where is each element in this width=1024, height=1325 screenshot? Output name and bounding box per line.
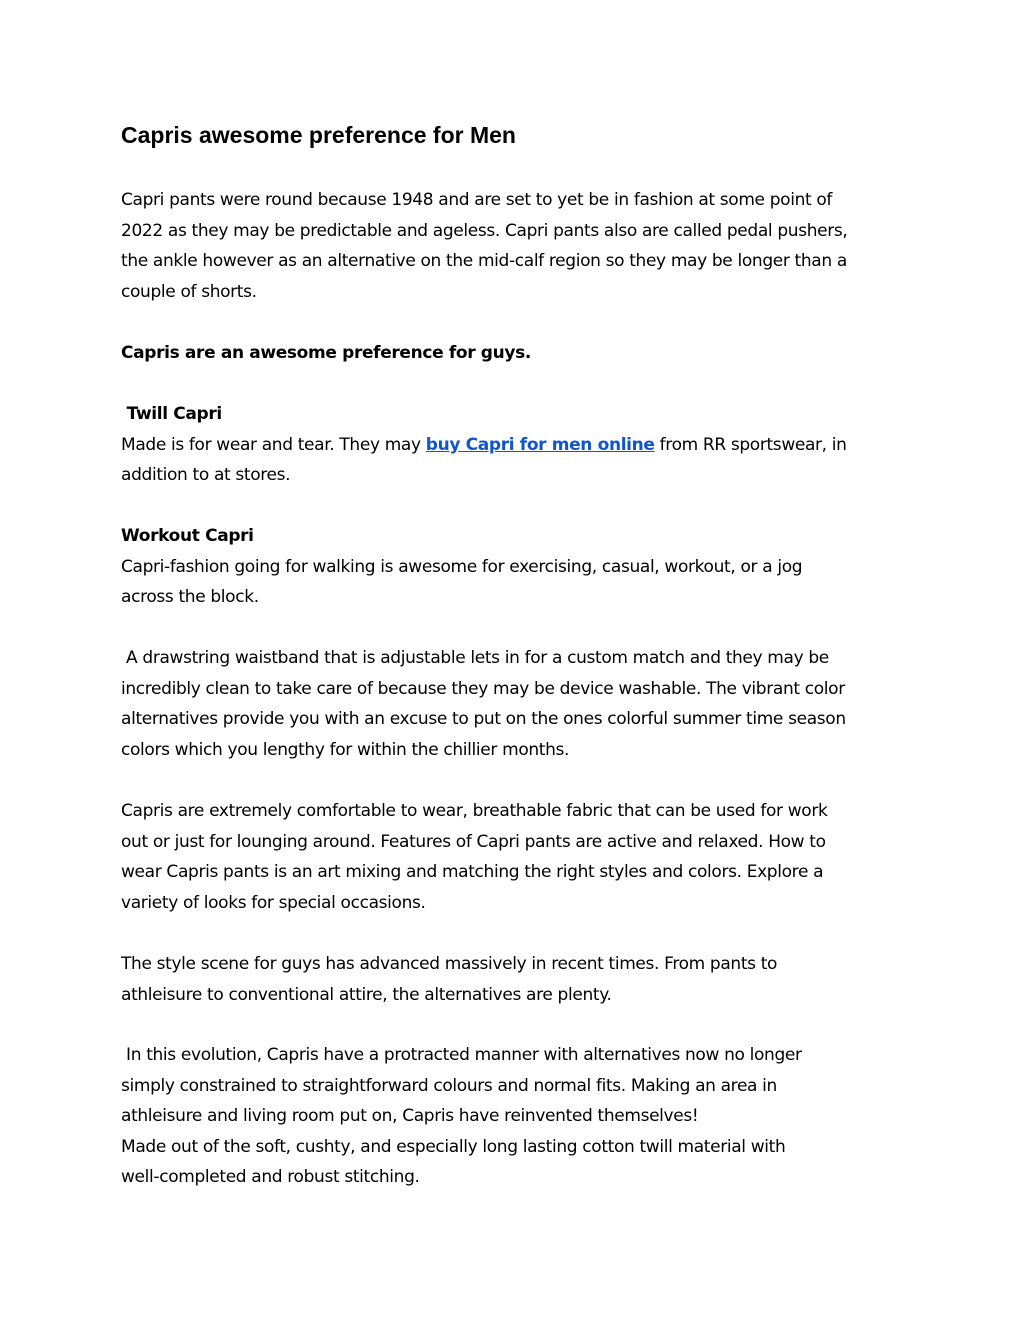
evolution-line: well-completed and robust stitching. [121,1167,420,1188]
twill-section [121,399,911,491]
twill-line [121,430,911,461]
drawstring-line: A drawstring waistband that is adjustable lets in for a custom match and they may be [121,648,829,668]
evolution-line: athleisure and living room put on, Capris have reinvented themselves! [121,1106,699,1127]
evolution-line: simply constrained to straightforward colours and normal fits. Making an area in [121,1075,777,1096]
twill-line: addition to at stores. [121,465,291,486]
drawstring-line: alternatives provide you with an excuse to put on the ones colorful summer time season [121,709,846,730]
document-title: Capris awesome preference for Men [121,122,516,148]
twill-heading: Twill Capri [121,404,222,424]
comfort-line: Capris are extremely comfortable to wear, breathable fabric that can be used for work [121,801,828,821]
workout-heading: Workout Capri [121,526,254,546]
intro-line: 2022 as they may be predictable and ageless. Capri pants also are called pedal pushers, [121,220,848,241]
subheading-paragraph [121,338,911,369]
style-paragraph [121,949,911,1010]
comfort-line: out or just for lounging around. Features of Capri pants are active and relaxed. How to [121,831,826,852]
workout-line: Capri-fashion going for walking is awesome for exercising, casual, workout, or a jog [121,556,803,577]
drawstring-paragraph [121,643,911,765]
intro-line: the ankle however as an alternative on the mid-calf region so they may be longer than a [121,251,847,272]
style-line: The style scene for guys has advanced massively in recent times. From pants to [121,954,778,974]
intro-line: couple of shorts. [121,281,257,302]
twill-text-before-link: Made is for wear and tear. They may [121,434,426,455]
drawstring-line: colors which you lengthy for within the chillier months. [121,739,570,760]
style-line: athleisure to conventional attire, the alternatives are plenty. [121,984,612,1005]
intro-paragraph [121,185,911,307]
drawstring-line: incredibly clean to take care of because they may be device washable. The vibrant color [121,678,845,699]
comfort-line: wear Capris pants is an art mixing and matching the right styles and colors. Explore a [121,862,824,883]
twill-text-after-link: from RR sportswear, in [654,434,847,455]
evolution-line: Made out of the soft, cushty, and especially long lasting cotton twill material with [121,1136,786,1157]
workout-section [121,521,911,613]
buy-capri-link[interactable]: buy Capri for men online [425,434,655,455]
evolution-line: In this evolution, Capris have a protracted manner with alternatives now no longer [121,1045,802,1065]
comfort-line: variety of looks for special occasions. [121,892,426,913]
workout-line: across the block. [121,587,259,608]
intro-line: Capri pants were round because 1948 and are set to yet be in fashion at some point of [121,190,833,210]
section-subheading: Capris are an awesome preference for guys. [121,343,531,363]
comfort-paragraph [121,796,911,918]
evolution-paragraph [121,1040,911,1193]
